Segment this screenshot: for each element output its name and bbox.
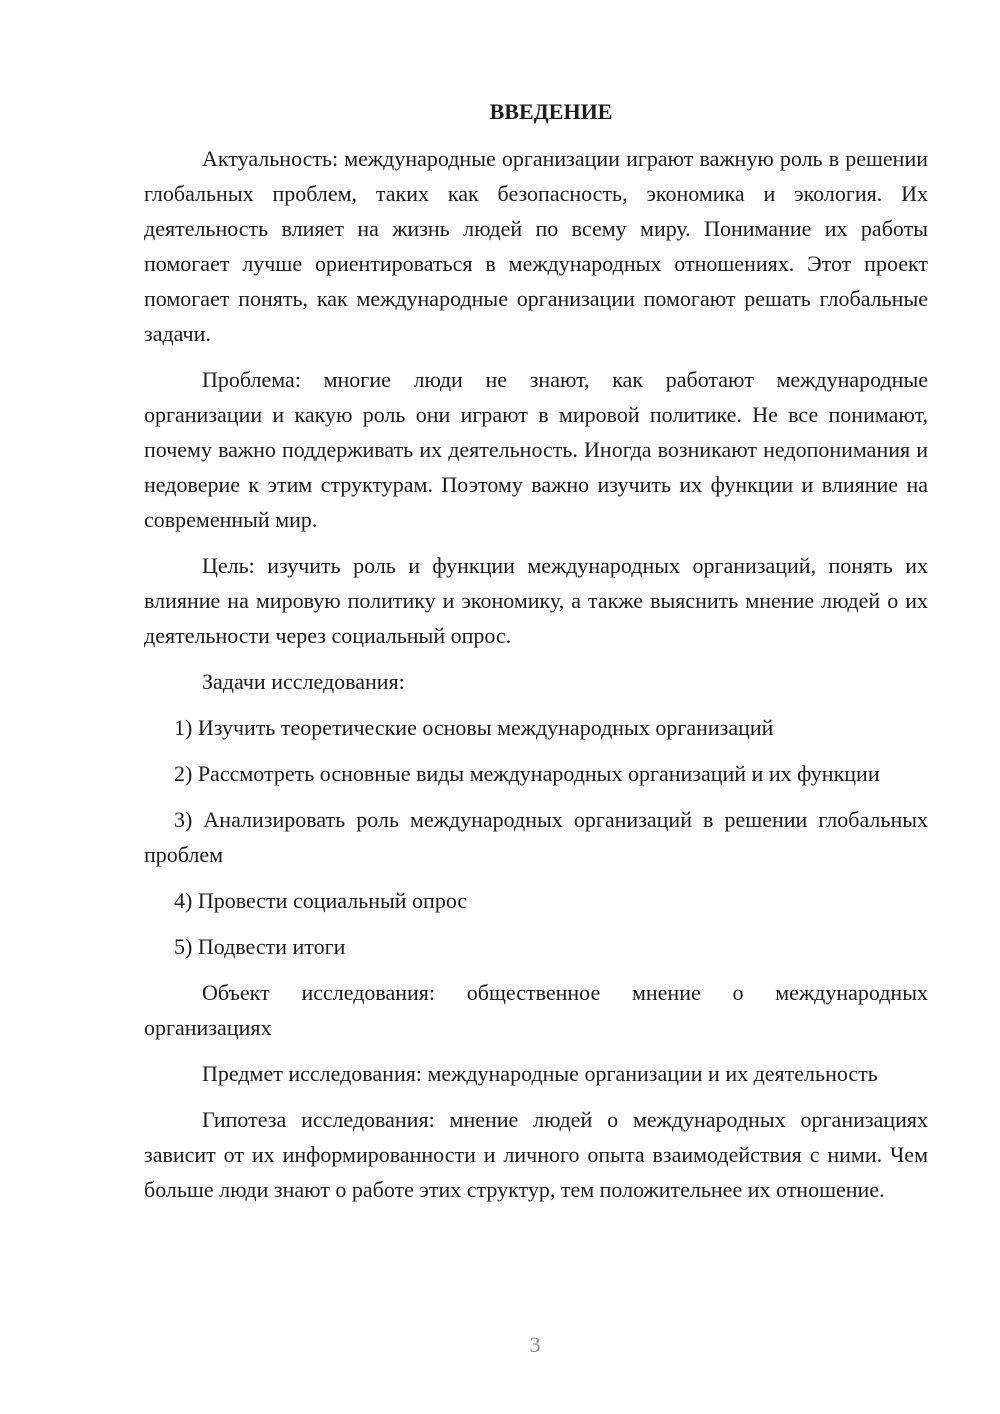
task-item-2: 2) Рассмотреть основные виды международных организаций и их функции [174,761,880,786]
page-content [144,94,928,1207]
goal-paragraph: Цель: изучить роль и функции международных организаций, понять их влияние на мировую политику и экономику, а также выяснить мнение людей о их деятельности через социальный опрос. [144,553,928,648]
task-item-5: 5) Подвести итоги [174,934,346,959]
subject-paragraph: Предмет исследования: международные организации и их деятельность [202,1061,878,1086]
relevance-paragraph: Актуальность: международные организации играют важную роль в решении глобальных проблем, таких как безопасность, экономика и экология. Их деятельность влияет на жизнь людей по всему миру. Понимание их работы помогает лучше ориентироваться в международных отношениях. Этот проект помогает понять, как международные организации помогают решать глобальные задачи. [144,146,928,346]
task-item-1: 1) Изучить теоретические основы международных организаций [174,715,774,740]
problem-paragraph: Проблема: многие люди не знают, как работают международные организации и какую роль они играют в мировой политике. Не все понимают, почему важно поддерживать их деятельность. Иногда возникают недопонимания и недоверие к этим структурам. Поэтому важно изучить их функции и влияние на современный мир. [144,367,928,532]
page-number: 3 [529,1332,541,1357]
task-item-4: 4) Провести социальный опрос [174,888,468,913]
object-paragraph: Объект исследования: общественное мнение о международных организациях [144,980,928,1040]
hypothesis-paragraph: Гипотеза исследования: мнение людей о международных организациях зависит от их информированности и личного опыта взаимодействия с ними. Чем больше люди знают о работе этих структур, тем положительнее их отношение. [144,1107,928,1202]
task-item-3: 3) Анализировать роль международных организаций в решении глобальных проблем [144,807,928,867]
tasks-heading: Задачи исследования: [202,669,405,694]
section-title: ВВЕДЕНИЕ [489,99,613,124]
